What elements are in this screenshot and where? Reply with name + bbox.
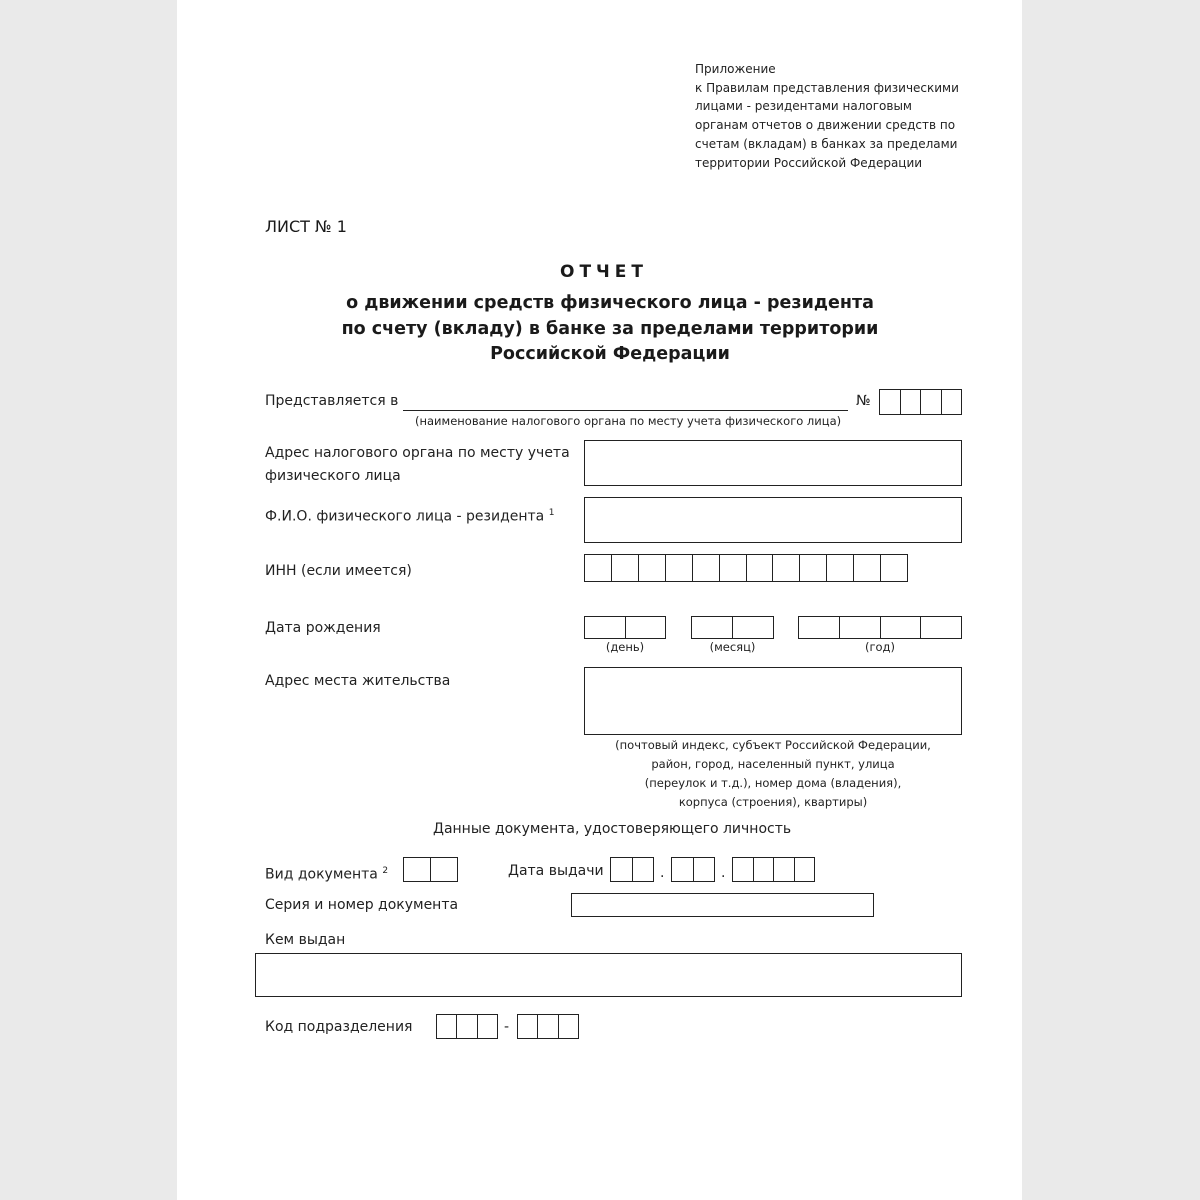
- label-line: Адрес налогового органа по месту учета: [265, 445, 570, 461]
- issue-day-cells[interactable]: [610, 857, 654, 882]
- date-separator: .: [721, 865, 726, 881]
- appendix-line: территории Российской Федерации: [695, 155, 923, 170]
- doc-type-label-text: Вид документа: [265, 866, 378, 883]
- fio-field[interactable]: [584, 497, 962, 543]
- subtitle-line: по счету (вкладу) в банке за пределами территории: [341, 318, 879, 339]
- issue-year-cells[interactable]: [732, 857, 815, 882]
- sheet-number: ЛИСТ № 1: [265, 217, 347, 236]
- label-line: физического лица: [265, 468, 401, 484]
- caption-line: (почтовый индекс, субъект Российской Федерации,: [615, 738, 931, 752]
- code-separator: -: [504, 1019, 510, 1035]
- birth-day-cells[interactable]: [584, 616, 666, 639]
- id-document-heading: Данные документа, удостоверяющего личность: [433, 821, 792, 837]
- appendix-line: Приложение: [695, 62, 776, 76]
- residence-label: Адрес места жительства: [265, 673, 451, 689]
- month-caption: (месяц): [709, 640, 756, 654]
- appendix-line: к Правилам представления физическими: [695, 80, 959, 95]
- caption-line: район, город, населенный пункт, улица: [651, 757, 895, 771]
- submitted-to-label: Представляется в: [265, 393, 399, 409]
- subtitle-line: о движении средств физического лица - резидента: [346, 293, 874, 313]
- issued-by-field[interactable]: [255, 953, 962, 997]
- subdivision-code-part2-cells[interactable]: [517, 1014, 579, 1039]
- doc-type-cells[interactable]: [403, 857, 458, 882]
- issue-date-label: Дата выдачи: [508, 863, 604, 879]
- caption-line: корпуса (строения), квартиры): [678, 795, 868, 809]
- report-title: ОТЧЕТ: [560, 262, 648, 282]
- date-separator: .: [660, 865, 665, 881]
- tax-office-code-cells[interactable]: [879, 389, 962, 415]
- series-number-field[interactable]: [571, 893, 874, 917]
- issued-by-label: Кем выдан: [265, 932, 346, 948]
- birth-date-label: Дата рождения: [265, 620, 381, 636]
- appendix-line: лицами - резидентами налоговым: [695, 99, 912, 114]
- doc-type-label: [265, 860, 388, 887]
- footnote-mark: 1: [548, 508, 555, 518]
- appendix-line: счетам (вкладам) в банках за пределами: [695, 136, 958, 151]
- submitted-to-caption: (наименование налогового органа по месту учета физического лица): [415, 414, 842, 428]
- subtitle-line: Российской Федерации: [490, 344, 730, 364]
- fio-label-text: Ф.И.О. физического лица - резидента: [265, 508, 545, 525]
- tax-office-address-label: [265, 442, 570, 488]
- number-sign: №: [856, 393, 871, 409]
- residence-caption: [584, 736, 962, 812]
- residence-field[interactable]: [584, 667, 962, 735]
- birth-month-cells[interactable]: [691, 616, 774, 639]
- subdivision-code-label: Код подразделения: [265, 1019, 413, 1035]
- fio-label: [265, 502, 554, 529]
- inn-label: ИНН (если имеется): [265, 563, 412, 579]
- issue-month-cells[interactable]: [671, 857, 715, 882]
- submitted-to-line[interactable]: [403, 410, 848, 411]
- day-caption: (день): [605, 640, 645, 654]
- series-number-label: Серия и номер документа: [265, 897, 459, 913]
- caption-line: (переулок и т.д.), номер дома (владения),: [644, 776, 902, 790]
- year-caption: (год): [864, 640, 895, 654]
- subdivision-code-part1-cells[interactable]: [436, 1014, 498, 1039]
- tax-office-address-field[interactable]: [584, 440, 962, 486]
- report-subtitle: [330, 291, 890, 368]
- birth-year-cells[interactable]: [798, 616, 962, 639]
- inn-cells[interactable]: [584, 554, 908, 582]
- appendix-line: органам отчетов о движении средств по: [695, 118, 956, 133]
- footnote-mark: 2: [382, 866, 389, 876]
- appendix-note: [695, 60, 975, 172]
